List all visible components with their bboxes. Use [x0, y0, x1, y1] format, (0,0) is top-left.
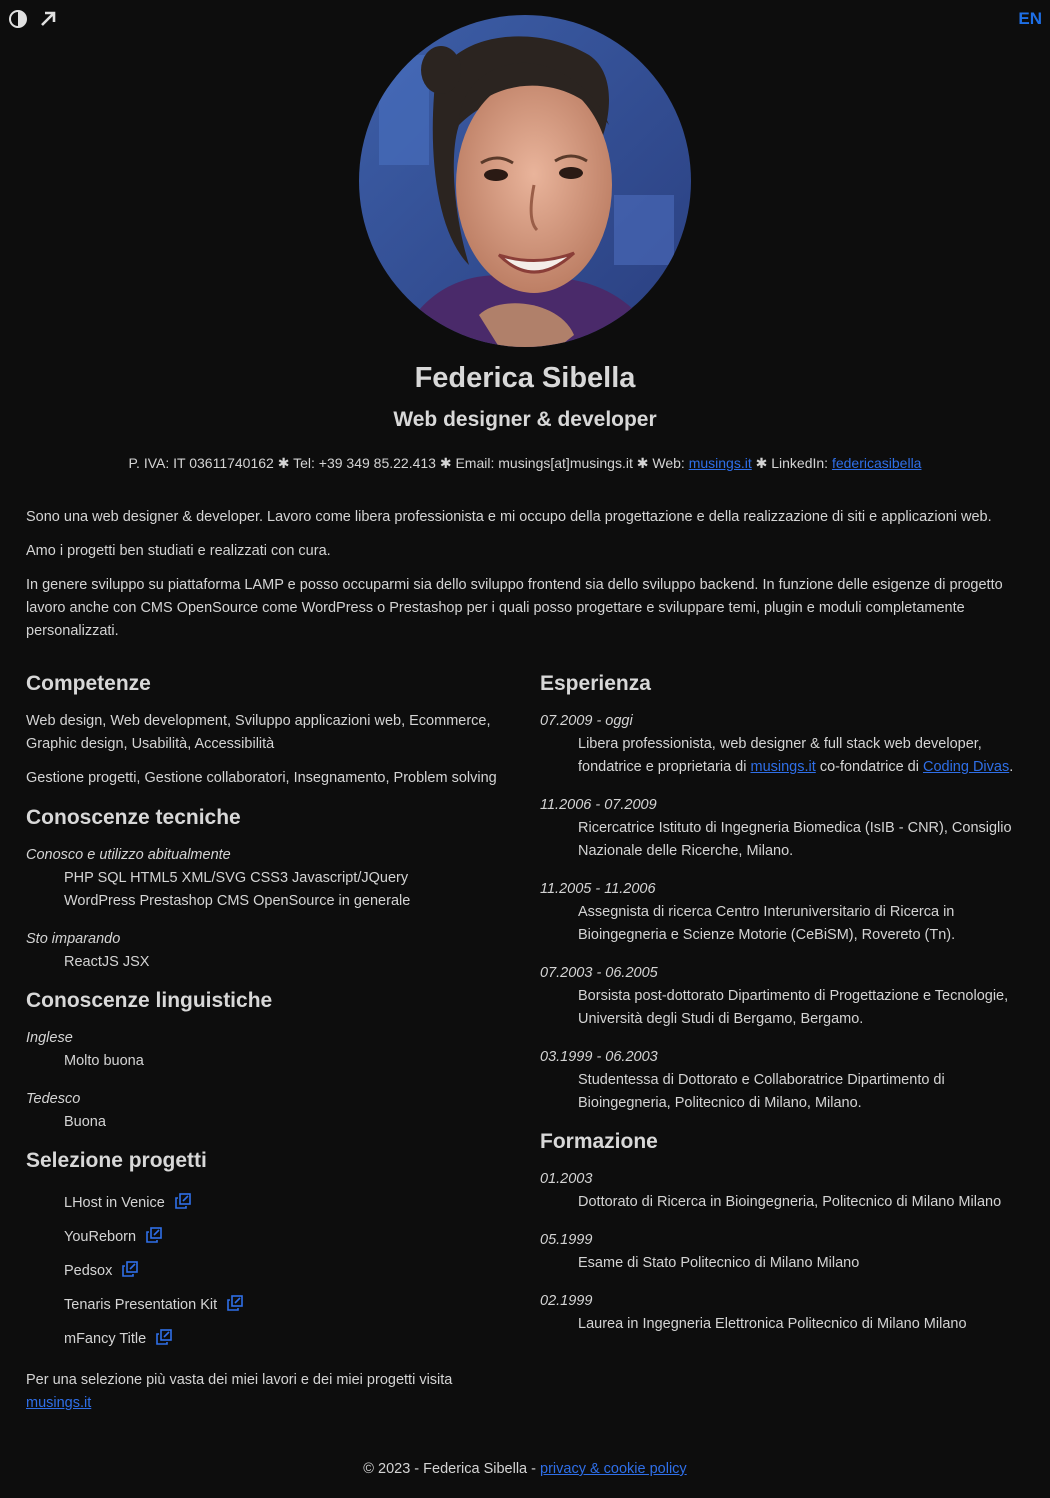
privacy-policy-link[interactable]: privacy & cookie policy: [540, 1461, 687, 1477]
education-description: Laurea in Ingegneria Elettronica Politecnico di Milano Milano: [578, 1316, 967, 1332]
experience-description: Borsista post-dottorato Dipartimento di Progettazione e Tecnologie, Università degli Studi di Bergamo, Bergamo.: [578, 988, 1009, 1027]
external-link-icon[interactable]: [175, 1189, 191, 1221]
project-name[interactable]: Tenaris Presentation Kit: [64, 1297, 218, 1313]
experience-date: 03.1999 - 06.2003: [540, 1049, 658, 1065]
experience-list: [540, 710, 1020, 1115]
arrow-up-right-icon[interactable]: [38, 9, 58, 29]
experience-description: Assegnista di ricerca Centro Interuniversitario di Ricerca in Bioingegneria e Scienze Motorie (CeBiSM), Rovereto (Tn).: [578, 904, 956, 943]
education-list: [540, 1168, 1020, 1336]
project-list: [26, 1187, 506, 1357]
experience-date: 07.2009 - oggi: [540, 713, 633, 729]
left-column: [26, 672, 506, 1426]
language-switch-en[interactable]: EN: [1018, 9, 1042, 28]
separator: ✱: [755, 455, 768, 471]
experience-text: .: [1009, 759, 1014, 775]
project-item[interactable]: [64, 1289, 506, 1323]
contrast-toggle-icon[interactable]: [8, 9, 28, 29]
tecniche-line: WordPress Prestashop CMS OpenSource in generale: [64, 893, 411, 909]
experience-description: Studentessa di Dottorato e Collaboratrice Dipartimento di Bioingegneria, Politecnico di Milano, Milano.: [578, 1072, 945, 1111]
profile-name: Federica Sibella: [414, 362, 636, 394]
esperienza-heading: Esperienza: [540, 672, 651, 695]
experience-date: 11.2005 - 11.2006: [540, 881, 656, 897]
project-name[interactable]: YouReborn: [64, 1229, 137, 1245]
education-date: 01.2003: [540, 1171, 593, 1187]
project-name[interactable]: mFancy Title: [64, 1331, 147, 1347]
copyright-text: © 2023 - Federica Sibella -: [363, 1461, 536, 1477]
email-address: Email: musings[at]musings.it: [455, 455, 633, 471]
profile-role: Web designer & developer: [393, 408, 657, 431]
projects-note-text: Per una selezione più vasta dei miei lavori e dei miei progetti visita: [26, 1372, 453, 1388]
tecniche-label: Sto imparando: [26, 931, 121, 947]
external-link-icon[interactable]: [156, 1325, 172, 1357]
education-description: Esame di Stato Politecnico di Milano Milano: [578, 1255, 860, 1271]
language-name: Inglese: [26, 1030, 73, 1046]
project-item[interactable]: [64, 1187, 506, 1221]
language-level: Buona: [64, 1114, 106, 1130]
tecniche-heading: Conoscenze tecniche: [26, 806, 241, 829]
intro-paragraph: In genere sviluppo su piattaforma LAMP e posso occuparmi sia dello sviluppo frontend sia dello sviluppo backend. In funzione delle esigenze di progetto lavoro anche con CMS OpenSource come WordPress o Prestashop per i quali posso progettare e sviluppare temi, plugin e moduli completamente personalizzati.: [26, 577, 1003, 639]
project-item[interactable]: [64, 1323, 506, 1357]
intro-paragraph: Amo i progetti ben studiati e realizzati con cura.: [26, 543, 331, 559]
phone-number: Tel: +39 349 85.22.413: [293, 455, 436, 471]
experience-date: 07.2003 - 06.2005: [540, 965, 658, 981]
tecniche-values: [64, 867, 506, 913]
website-link[interactable]: musings.it: [688, 455, 752, 471]
tecniche-label: Conosco e utilizzo abitualmente: [26, 847, 231, 863]
language-level: Molto buona: [64, 1053, 144, 1069]
experience-date: 11.2006 - 07.2009: [540, 797, 657, 813]
project-item[interactable]: [64, 1255, 506, 1289]
education-date: 02.1999: [540, 1293, 593, 1309]
education-date: 05.1999: [540, 1232, 593, 1248]
experience-text: co-fondatrice di: [819, 759, 919, 775]
profile-photo: [359, 15, 691, 347]
separator: ✱: [636, 455, 649, 471]
web-label: Web:: [652, 455, 685, 471]
competenze-item: Web design, Web development, Sviluppo applicazioni web, Ecommerce, Graphic design, Usabilità, Accessibilità: [26, 713, 491, 752]
experience-description: Ricercatrice Istituto di Ingegneria Biomedica (IsIB - CNR), Consiglio Nazionale delle Ricerche, Milano.: [578, 820, 1012, 859]
footer: [0, 1461, 1050, 1477]
project-item[interactable]: [64, 1221, 506, 1255]
vat-number: P. IVA: IT 03611740162: [128, 455, 274, 471]
linguistiche-list: [26, 1027, 506, 1134]
experience-description: [578, 733, 1020, 779]
external-link-icon[interactable]: [146, 1223, 162, 1255]
musings-link[interactable]: musings.it: [750, 759, 816, 775]
project-name[interactable]: Pedsox: [64, 1263, 113, 1279]
experience-text: Libera professionista, web designer & full stack web developer, fondatrice e proprietaria di: [578, 736, 982, 775]
competenze-heading: Competenze: [26, 672, 151, 695]
coding-divas-link[interactable]: Coding Divas: [922, 759, 1010, 775]
tecniche-list: [26, 844, 506, 974]
external-link-icon[interactable]: [227, 1291, 243, 1323]
separator: ✱: [277, 455, 290, 471]
progetti-heading: Selezione progetti: [26, 1149, 207, 1172]
contact-line: [0, 455, 1050, 472]
projects-more-link[interactable]: musings.it: [26, 1395, 92, 1411]
tecniche-line: PHP SQL HTML5 XML/SVG CSS3 Javascript/JQuery: [64, 870, 409, 886]
intro-paragraph: Sono una web designer & developer. Lavoro come libera professionista e mi occupo della progettazione e della realizzazione di siti e applicazioni web.: [26, 509, 992, 525]
separator: ✱: [439, 455, 452, 471]
language-name: Tedesco: [26, 1091, 81, 1107]
external-link-icon[interactable]: [122, 1257, 138, 1289]
competenze-item: Gestione progetti, Gestione collaboratori, Insegnamento, Problem solving: [26, 770, 497, 786]
formazione-heading: Formazione: [540, 1130, 658, 1153]
project-name[interactable]: LHost in Venice: [64, 1195, 165, 1211]
projects-note: [26, 1369, 506, 1415]
right-column: [540, 672, 1020, 1351]
linkedin-link[interactable]: federicasibella: [831, 455, 922, 471]
education-description: Dottorato di Ricerca in Bioingegneria, Politecnico di Milano Milano: [578, 1194, 1002, 1210]
tecniche-line: ReactJS JSX: [64, 954, 150, 970]
linkedin-label: LinkedIn:: [771, 455, 829, 471]
linguistiche-heading: Conoscenze linguistiche: [26, 989, 273, 1012]
